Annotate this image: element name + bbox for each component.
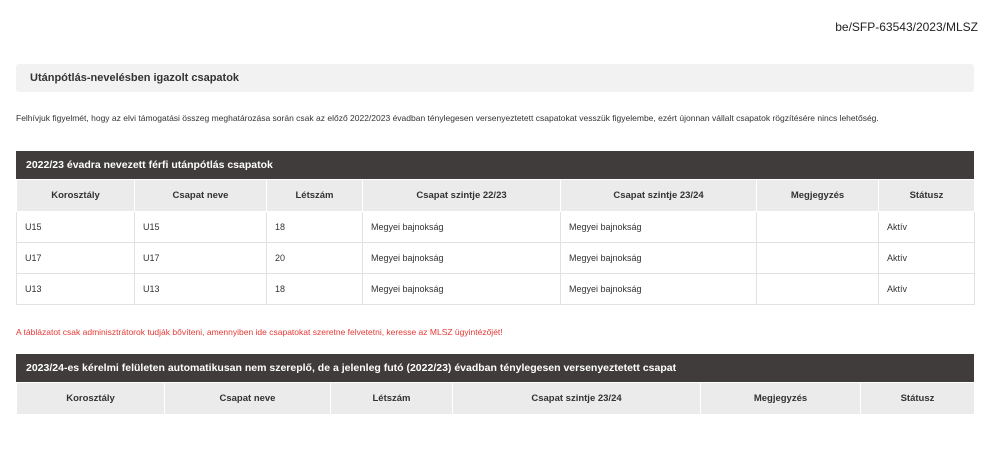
cell-letszam: 18 xyxy=(267,274,363,305)
col-csapat-neve: Csapat neve xyxy=(135,180,267,212)
col-megjegyzes: Megjegyzés xyxy=(757,180,879,212)
col-szint-2223: Csapat szintje 22/23 xyxy=(363,180,561,212)
col-letszam: Létszám xyxy=(267,180,363,212)
cell-korosztaly: U13 xyxy=(17,274,135,305)
col-megjegyzes: Megjegyzés xyxy=(701,383,861,415)
cell-csapat-neve: U17 xyxy=(135,243,267,274)
cell-letszam: 18 xyxy=(267,212,363,243)
cell-megjegyzes xyxy=(757,274,879,305)
admin-warning: A táblázatot csak adminisztrátorok tudják bővíteni, amennyiben ide csapatokat szeretne felvetetni, keresse az MLSZ ügyintézőjét! xyxy=(16,327,503,337)
table-header-row xyxy=(17,180,975,212)
section-title: Utánpótlás-nevelésben igazolt csapatok xyxy=(16,64,974,92)
cell-szint-2223: Megyei bajnokság xyxy=(363,243,561,274)
col-szint-2324: Csapat szintje 23/24 xyxy=(561,180,757,212)
table-header-row xyxy=(17,383,975,415)
document-reference: be/SFP-63543/2023/MLSZ xyxy=(835,20,978,34)
col-szint-2324: Csapat szintje 23/24 xyxy=(453,383,701,415)
table2-title: 2023/24-es kérelmi felületen automatikusan nem szereplő, de a jelenleg futó (2022/23) évadban ténylegesen versenyeztetett csapat xyxy=(16,354,974,382)
col-statusz: Státusz xyxy=(861,383,975,415)
cell-statusz: Aktív xyxy=(879,274,975,305)
col-statusz: Státusz xyxy=(879,180,975,212)
col-korosztaly: Korosztály xyxy=(17,180,135,212)
cell-szint-2324: Megyei bajnokság xyxy=(561,274,757,305)
cell-csapat-neve: U15 xyxy=(135,212,267,243)
cell-korosztaly: U17 xyxy=(17,243,135,274)
col-letszam: Létszám xyxy=(331,383,453,415)
cell-statusz: Aktív xyxy=(879,212,975,243)
notice-text: Felhívjuk figyelmét, hogy az elvi támogatási összeg meghatározása során csak az előző 2022/2023 évadban ténylegesen versenyeztetett csapatokat vesszük figyelembe, ezért újonnan vállalt csapatok rögzítésére nincs lehetőség. xyxy=(16,113,879,123)
cell-korosztaly: U15 xyxy=(17,212,135,243)
extra-teams-table xyxy=(16,382,975,415)
cell-csapat-neve: U13 xyxy=(135,274,267,305)
cell-megjegyzes xyxy=(757,243,879,274)
cell-szint-2223: Megyei bajnokság xyxy=(363,212,561,243)
col-korosztaly: Korosztály xyxy=(17,383,165,415)
table-row xyxy=(17,274,975,305)
table1-title: 2022/23 évadra nevezett férfi utánpótlás csapatok xyxy=(16,151,974,179)
cell-statusz: Aktív xyxy=(879,243,975,274)
cell-letszam: 20 xyxy=(267,243,363,274)
youth-teams-table xyxy=(16,179,975,305)
cell-megjegyzes xyxy=(757,212,879,243)
table-row xyxy=(17,212,975,243)
cell-szint-2324: Megyei bajnokság xyxy=(561,212,757,243)
table-row xyxy=(17,243,975,274)
cell-szint-2223: Megyei bajnokság xyxy=(363,274,561,305)
cell-szint-2324: Megyei bajnokság xyxy=(561,243,757,274)
col-csapat-neve: Csapat neve xyxy=(165,383,331,415)
